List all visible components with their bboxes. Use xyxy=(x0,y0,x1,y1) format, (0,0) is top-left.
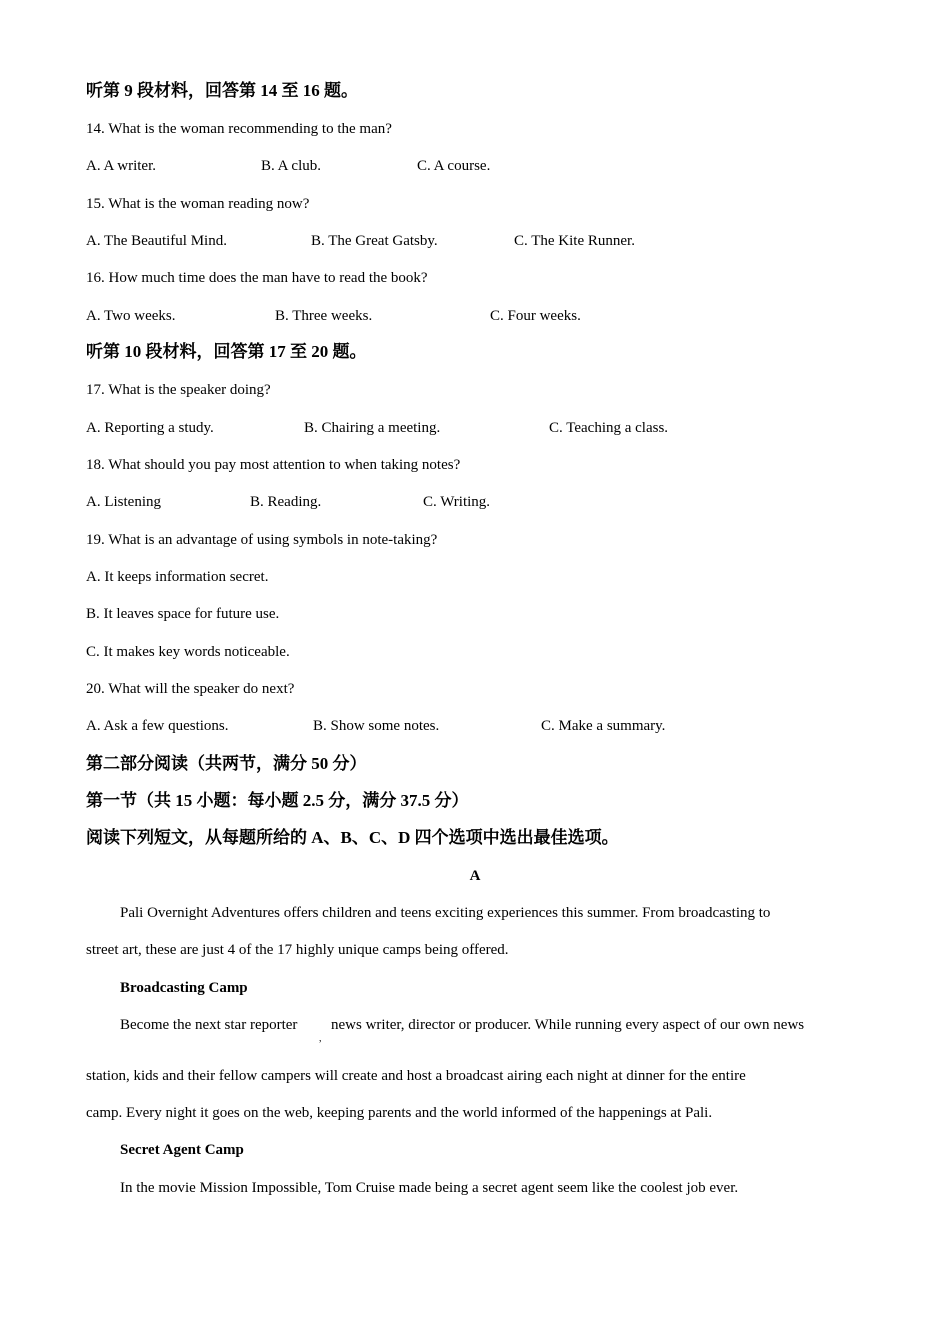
passage-intro-line-1: Pali Overnight Adventures offers children and teens exciting experiences this summer. From broadcasting to xyxy=(120,905,771,921)
passage-intro-line-2: street art, these are just 4 of the 17 highly unique camps being offered. xyxy=(86,942,509,958)
option-c[interactable]: C. Teaching a class. xyxy=(549,420,669,436)
question-17: 17. What is the speaker doing? xyxy=(86,382,271,398)
section-9-heading: 听第 9 段材料，回答第 14 至 16 题。 xyxy=(86,81,358,100)
option-c[interactable]: C. Four weeks. xyxy=(490,308,581,324)
section-10-heading: 听第 10 段材料，回答第 17 至 20 题。 xyxy=(86,342,367,361)
option-b[interactable]: B. It leaves space for future use. xyxy=(86,606,280,622)
question-18: 18. What should you pay most attention to when taking notes? xyxy=(86,457,461,473)
question-14: 14. What is the woman recommending to the man? xyxy=(86,121,392,137)
option-b[interactable]: B. Reading. xyxy=(250,494,322,510)
question-15: 15. What is the woman reading now? xyxy=(86,196,310,212)
part-2-instruction: 阅读下列短文，从每题所给的 A、B、C、D 四个选项中选出最佳选项。 xyxy=(86,828,619,847)
option-c[interactable]: C. Writing. xyxy=(423,494,491,510)
option-c[interactable]: C. The Kite Runner. xyxy=(514,233,635,249)
broadcasting-comma: , xyxy=(319,1033,322,1044)
option-b[interactable]: B. The Great Gatsby. xyxy=(311,233,438,249)
option-b[interactable]: B. Three weeks. xyxy=(275,308,373,324)
broadcasting-line-3: camp. Every night it goes on the web, keeping parents and the world informed of the happenings at Pali. xyxy=(86,1105,713,1121)
question-19: 19. What is an advantage of using symbols in note-taking? xyxy=(86,532,438,548)
question-20: 20. What will the speaker do next? xyxy=(86,681,295,697)
option-a[interactable]: A. Reporting a study. xyxy=(86,420,214,436)
option-c[interactable]: C. It makes key words noticeable. xyxy=(86,644,290,660)
option-b[interactable]: B. A club. xyxy=(261,158,322,174)
option-a[interactable]: A. Ask a few questions. xyxy=(86,718,229,734)
option-a[interactable]: A. Listening xyxy=(86,494,161,510)
camp-title-secret-agent: Secret Agent Camp xyxy=(120,1142,244,1158)
broadcasting-line-1a: Become the next star reporter xyxy=(120,1017,298,1033)
option-a[interactable]: A. A writer. xyxy=(86,158,156,174)
option-a[interactable]: A. The Beautiful Mind. xyxy=(86,233,227,249)
broadcasting-line-1b: news writer, director or producer. While running every aspect of our own news xyxy=(331,1017,805,1033)
option-b[interactable]: B. Show some notes. xyxy=(313,718,440,734)
option-a[interactable]: A. It keeps information secret. xyxy=(86,569,269,585)
option-c[interactable]: C. A course. xyxy=(417,158,491,174)
option-a[interactable]: A. Two weeks. xyxy=(86,308,176,324)
part-2-title: 第二部分阅读（共两节，满分 50 分） xyxy=(86,754,367,773)
secret-agent-line-1: In the movie Mission Impossible, Tom Cruise made being a secret agent seem like the coolest job ever. xyxy=(120,1180,739,1196)
camp-title-broadcasting: Broadcasting Camp xyxy=(120,980,248,996)
passage-letter: A xyxy=(469,868,481,884)
broadcasting-line-2: station, kids and their fellow campers will create and host a broadcast airing each night at dinner for the entire xyxy=(86,1068,746,1084)
option-c[interactable]: C. Make a summary. xyxy=(541,718,666,734)
option-b[interactable]: B. Chairing a meeting. xyxy=(304,420,441,436)
part-2-section-1: 第一节（共 15 小题：每小题 2.5 分，满分 37.5 分） xyxy=(86,791,469,810)
question-16: 16. How much time does the man have to read the book? xyxy=(86,270,428,286)
